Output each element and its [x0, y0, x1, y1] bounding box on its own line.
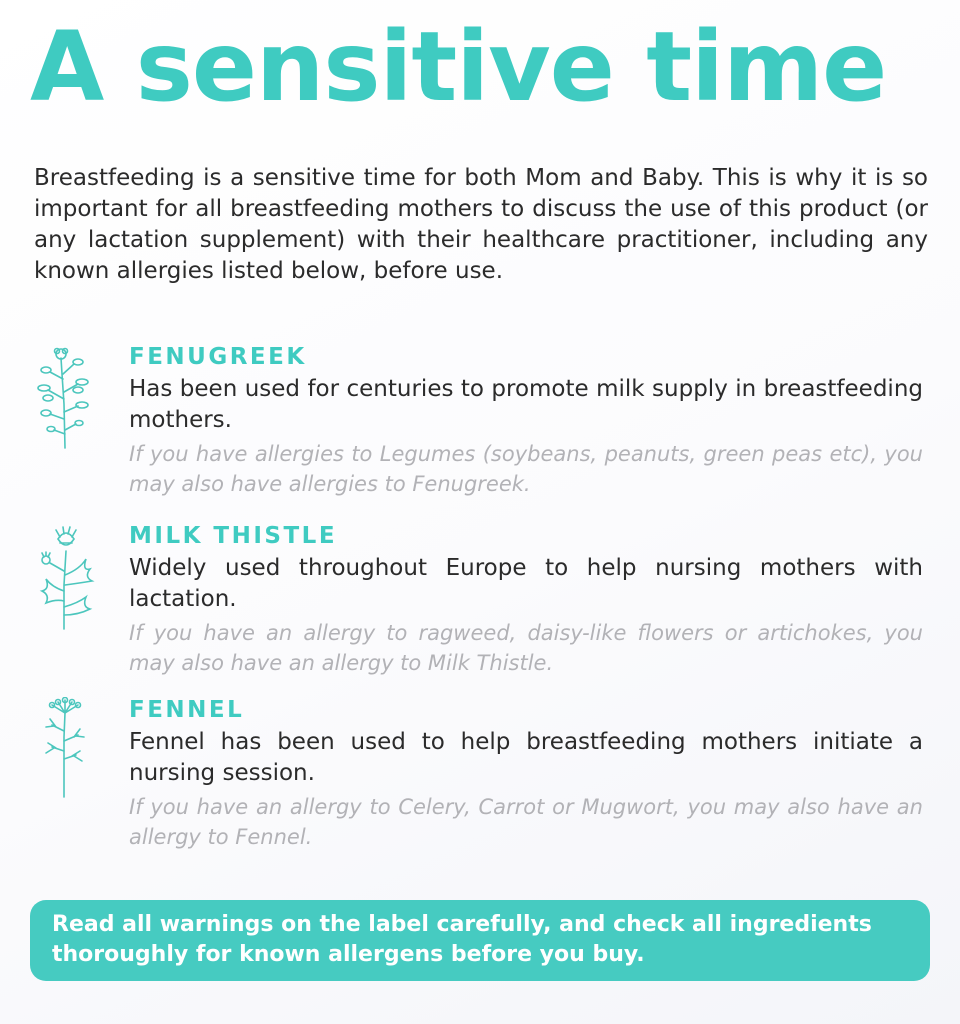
herb-name: FENNEL: [129, 697, 245, 723]
fenugreek-plant-icon: [34, 344, 98, 454]
herb-allergy-note: If you have allergies to Legumes (soybeans, peanuts, green peas etc), you may also have allergies to Fenugreek.: [129, 442, 923, 496]
herb-fenugreek: [34, 342, 928, 502]
herb-description: Widely used throughout Europe to help nursing mothers with lactation.: [129, 555, 923, 612]
herb-allergy-note: If you have an allergy to Celery, Carrot or Mugwort, you may also have an allergy to Fennel.: [129, 795, 923, 849]
herb-description: Fennel has been used to help breastfeeding mothers initiate a nursing session.: [129, 729, 923, 786]
herb-fennel: [34, 695, 928, 855]
herb-description: Has been used for centuries to promote milk supply in breastfeeding mothers.: [129, 376, 923, 433]
milk-thistle-content: [129, 521, 923, 678]
herb-name: MILK THISTLE: [129, 523, 338, 549]
intro-paragraph: Breastfeeding is a sensitive time for both Mom and Baby. This is why it is so important for all breastfeeding mothers to discuss the use of this product (or any lactation supplement) with their healthcare practitioner, including any known allergies listed below, before use.: [34, 165, 928, 284]
milk-thistle-plant-icon: [34, 525, 98, 635]
fennel-content: [129, 695, 923, 852]
herb-allergy-note: If you have an allergy to ragweed, daisy-like flowers or artichokes, you may also have an allergy to Milk Thistle.: [129, 621, 923, 675]
herb-name: FENUGREEK: [129, 344, 307, 370]
fenugreek-content: [129, 342, 923, 499]
page-title: A sensitive time: [30, 11, 887, 123]
herb-milk-thistle: [34, 521, 928, 681]
warning-banner: Read all warnings on the label carefully, and check all ingredients thoroughly for known allergens before you buy.: [30, 900, 930, 981]
fennel-plant-icon: [34, 697, 98, 807]
